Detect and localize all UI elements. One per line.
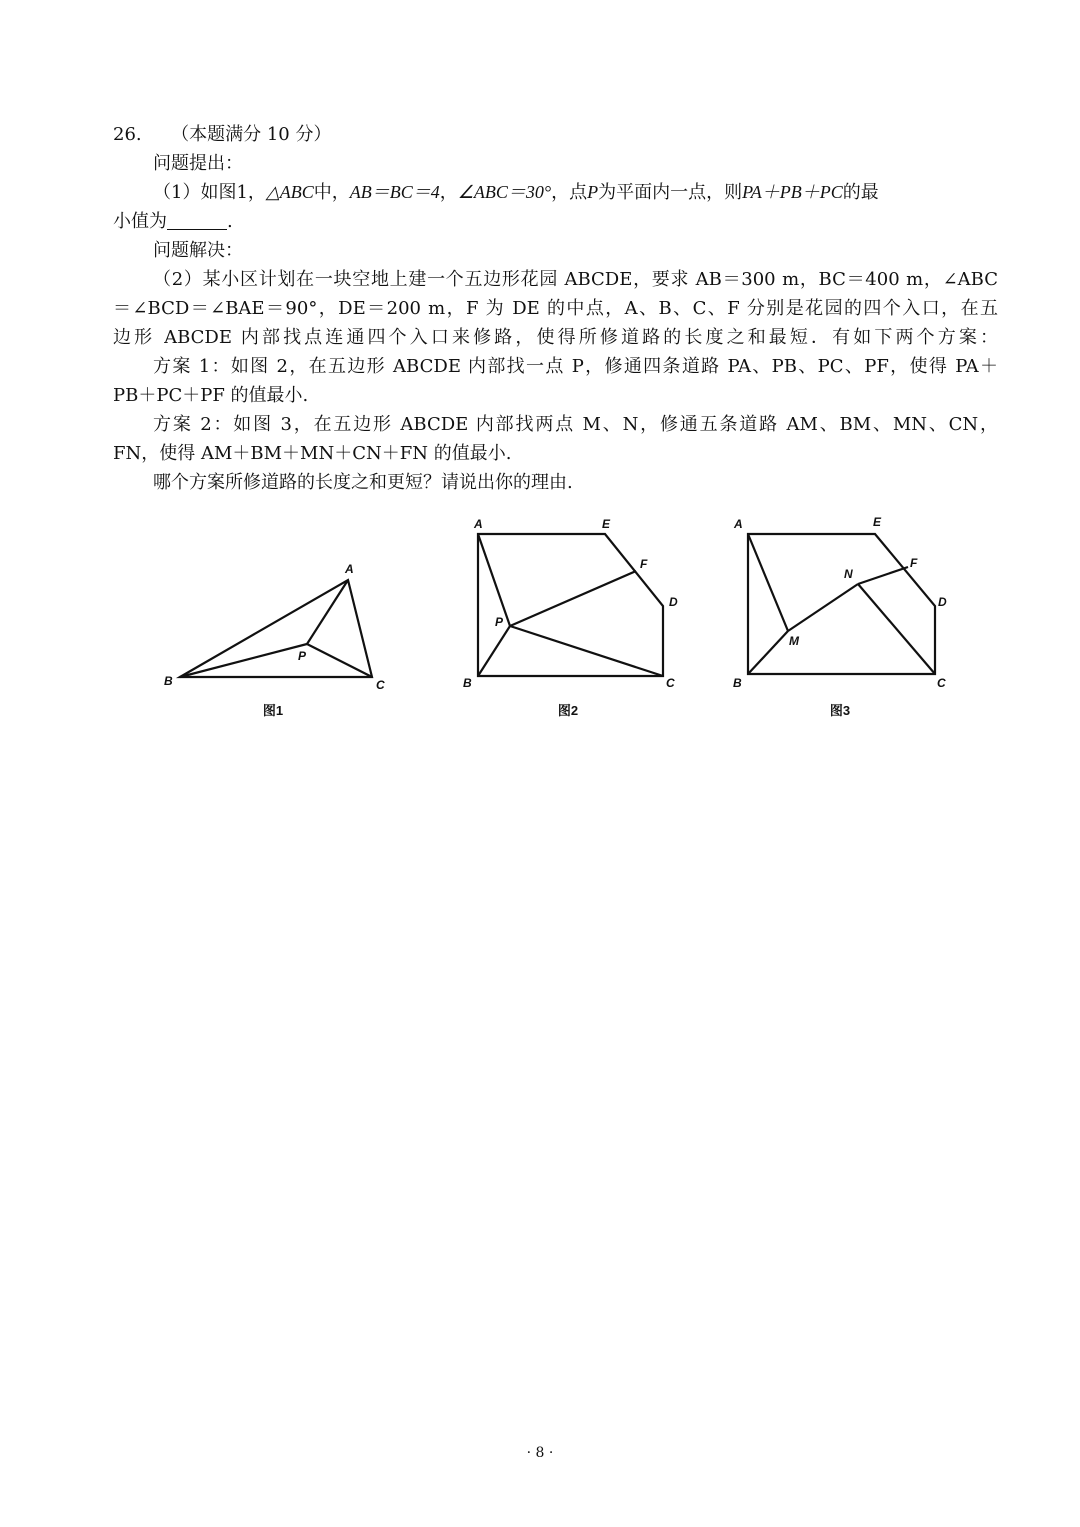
figure-1-diagram bbox=[150, 555, 410, 700]
segment-cn bbox=[858, 584, 935, 674]
segment-pc bbox=[307, 644, 372, 677]
figure-1 bbox=[150, 555, 410, 700]
segment-am bbox=[748, 534, 788, 631]
segment-fn bbox=[858, 567, 908, 584]
pentagon-abcde bbox=[478, 534, 663, 676]
label-a: A bbox=[734, 517, 743, 531]
problem-header bbox=[113, 120, 998, 149]
q1-text-k: 的最 bbox=[842, 182, 879, 203]
q2-line1: （2）某小区计划在一块空地上建一个五边形花园 ABCDE，要求 AB＝300 m，BC＝400 m，∠ABC bbox=[153, 269, 998, 290]
label-p: P bbox=[298, 649, 307, 663]
segment-pb bbox=[180, 644, 307, 677]
section2-heading: 问题解决： bbox=[153, 240, 243, 261]
q2-line2: ＝∠BCD＝∠BAE＝90°，DE＝200 m，F 为 DE 的中点，A、B、C、F 分别是花园的四个入口，在五 bbox=[113, 298, 998, 319]
segment-pb bbox=[478, 626, 510, 676]
plan2-line1: 方案 2：如图 3，在五边形 ABCDE 内部找两点 M、N，修通五条道路 AM、BM、MN、CN， bbox=[153, 414, 998, 435]
label-p: P bbox=[495, 615, 504, 629]
label-b: B bbox=[164, 674, 173, 688]
figure-1-caption: 图1 bbox=[262, 703, 284, 718]
points-note: （本题满分 10 分） bbox=[171, 124, 332, 145]
final-question: 哪个方案所修道路的长度之和更短？请说出你的理由. bbox=[153, 472, 573, 493]
label-b: B bbox=[463, 676, 472, 690]
label-c: C bbox=[937, 676, 946, 690]
q1-triangle: △ABC bbox=[265, 182, 314, 202]
figure-2-diagram bbox=[460, 515, 690, 695]
figure-3 bbox=[728, 515, 958, 695]
q1-angle: ∠ABC＝30° bbox=[457, 182, 552, 202]
q1-line2 bbox=[113, 207, 998, 236]
q1-period: . bbox=[227, 211, 233, 232]
q1-text-l: 小值为 bbox=[113, 211, 167, 232]
figure-3-diagram bbox=[728, 515, 958, 695]
figure-2 bbox=[460, 515, 690, 695]
q1-comma: ， bbox=[439, 182, 458, 203]
label-f: F bbox=[640, 557, 648, 571]
answer-blank[interactable] bbox=[167, 211, 227, 230]
page-number: · 8 · bbox=[526, 1445, 554, 1461]
segment-mn bbox=[788, 584, 858, 631]
segment-pa bbox=[478, 534, 510, 626]
label-a: A bbox=[345, 562, 354, 576]
plan1-line2: PB＋PC＋PF 的值最小. bbox=[113, 385, 309, 406]
label-f: F bbox=[910, 556, 918, 570]
q1-text-c: 中， bbox=[313, 182, 350, 203]
label-d: D bbox=[938, 595, 947, 609]
q2-line3: 边形 ABCDE 内部找点连通四个入口来修路，使得所修道路的长度之和最短．有如下两个方案： bbox=[113, 327, 998, 348]
plan1-line1: 方案 1：如图 2，在五边形 ABCDE 内部找一点 P，修通四条道路 PA、PB、PC、PF，使得 PA＋ bbox=[153, 356, 998, 377]
q1-text-a: （1）如图1， bbox=[153, 182, 266, 203]
problem-text bbox=[113, 120, 998, 497]
q1-sides: AB＝BC＝4 bbox=[349, 182, 440, 202]
figure-2-caption: 图2 bbox=[557, 703, 579, 718]
label-n: N bbox=[844, 567, 853, 581]
q1-sum: PA＋PB＋PC bbox=[742, 182, 843, 202]
q1-line1 bbox=[113, 178, 998, 207]
problem-number: 26. bbox=[113, 124, 142, 145]
q1-text-i: 为平面内一点，则 bbox=[598, 182, 743, 203]
label-e: E bbox=[873, 515, 882, 529]
section1-heading: 问题提出： bbox=[153, 153, 243, 174]
plan2-line2: FN，使得 AM＋BM＋MN＋CN＋FN 的值最小. bbox=[113, 443, 512, 464]
label-a: A bbox=[474, 517, 483, 531]
segment-bm bbox=[748, 631, 788, 674]
label-c: C bbox=[666, 676, 675, 690]
label-b: B bbox=[733, 676, 742, 690]
figure-3-caption: 图3 bbox=[829, 703, 851, 718]
label-e: E bbox=[602, 517, 611, 531]
label-m: M bbox=[789, 634, 799, 648]
q1-text-g: ，点 bbox=[551, 182, 588, 203]
q1-point-p: P bbox=[587, 182, 599, 202]
segment-pf bbox=[510, 571, 636, 626]
segment-pa bbox=[307, 580, 348, 644]
label-d: D bbox=[669, 595, 678, 609]
label-c: C bbox=[376, 678, 385, 692]
segment-pc bbox=[510, 626, 663, 676]
